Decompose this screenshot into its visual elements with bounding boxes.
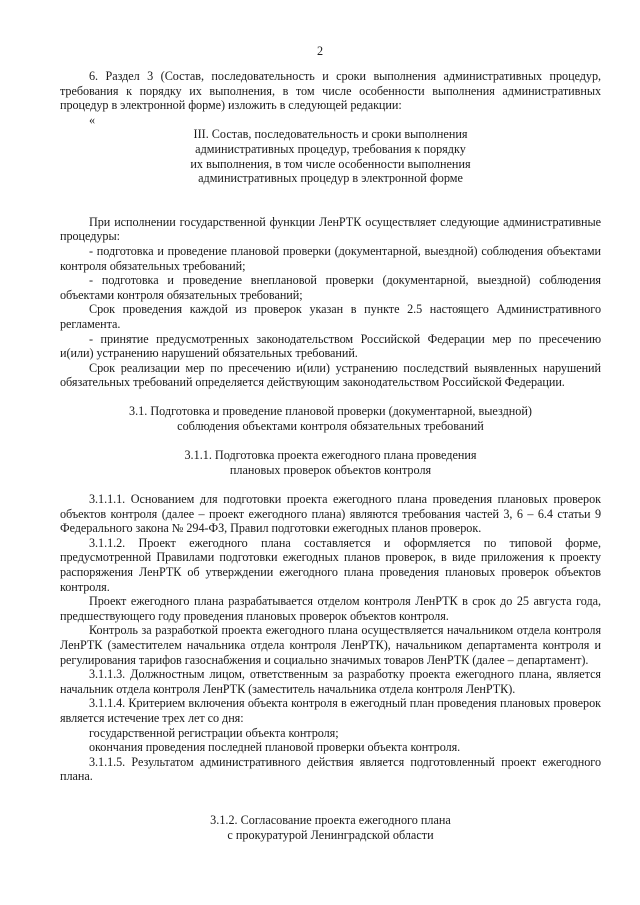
blank-line [60, 434, 601, 449]
heading-line: административных процедур в электронной форме [198, 171, 463, 186]
heading-line: 3.1. Подготовка и проведение плановой проверки (документарной, выездной) [129, 404, 532, 419]
paragraph: 3.1.1.3. Должностным лицом, ответственным за разработку проекта ежегодного плана, является начальник отдела контроля ЛенРТК (заместитель начальника отдела контроля ЛенРТК). [60, 667, 601, 696]
paragraph: 6. Раздел 3 (Состав, последовательность и сроки выполнения административных процедур, требования к порядку их выполнения, в том числе особенности выполнения административных процедур в электронной форме) изложить в следующей редакции: [60, 69, 601, 113]
paragraph: 3.1.1.2. Проект ежегодного плана составляется и оформляется по типовой форме, предусмотренной Правилами подготовки ежегодных планов проверок, в виде приложения к проекту распоряжения ЛенРТК об утверждении ежегодного плана проведения плановых проверок объектов контроля. [60, 535, 601, 594]
page-number: 2 [316, 44, 324, 58]
opening-quote: « [89, 112, 96, 127]
blank-line [60, 477, 601, 492]
heading-line: 3.1.1. Подготовка проекта ежегодного плана проведения [184, 448, 477, 463]
paragraph: Срок реализации мер по пресечению и(или) устранению последствий выявленных нарушений обязательных требований определяется действующим законодательством Российской Федерации. [60, 360, 601, 390]
document-body [60, 69, 601, 842]
heading-line: плановых проверок объектов контроля [229, 462, 432, 477]
section-heading [60, 127, 601, 185]
blank-line [60, 784, 601, 813]
paragraph: 3.1.1.4. Критерием включения объекта контроля в ежегодный план проведения плановых проверок является истечение трех лет со дня: [60, 696, 601, 725]
heading-line: 3.1.2. Согласование проекта ежегодного плана [210, 812, 451, 827]
section-heading [60, 813, 601, 842]
heading-line: соблюдения объектами контроля обязательных требований [177, 419, 484, 434]
paragraph: Срок проведения каждой из проверок указан в пункте 2.5 настоящего Административного регламента. [60, 302, 601, 331]
heading-line: их выполнения, в том числе особенности выполнения [190, 156, 471, 171]
paragraph: Контроль за разработкой проекта ежегодного плана осуществляется начальником отдела контроля ЛенРТК (заместителем начальника отдела контроля ЛенРТК), начальником департамента контроля и регулирования тарифов газоснабжения и социально значимых товаров ЛенРТК (далее – департамент). [60, 623, 601, 667]
section-heading [60, 404, 601, 433]
blank-line [60, 186, 601, 215]
heading-line: с прокуратурой Ленинградской области [227, 827, 434, 842]
paragraph: - подготовка и проведение плановой проверки (документарной, выездной) соблюдения объектами контроля обязательных требований; [60, 243, 601, 273]
paragraph: 3.1.1.5. Результатом административного действия является подготовленный проект ежегодного плана. [60, 754, 601, 784]
blank-line [60, 390, 601, 405]
heading-line: административных процедур, требования к порядку [195, 141, 466, 156]
paragraph: 3.1.1.1. Основанием для подготовки проекта ежегодного плана проведения плановых проверок объектов контроля (далее – проект ежегодного плана) являются требования частей 3, 6 – 6.4 статьи 9 Федерального закона № 294-ФЗ, Правил подготовки ежегодных планов проверок. [60, 492, 601, 536]
paragraph: государственной регистрации объекта контроля; [89, 725, 339, 740]
paragraph: - подготовка и проведение внеплановой проверки (документарной, выездной) соблюдения объектами контроля обязательных требований; [60, 273, 601, 302]
paragraph: окончания проведения последней плановой проверки объекта контроля. [89, 740, 461, 755]
paragraph: При исполнении государственной функции ЛенРТК осуществляет следующие административные процедуры: [60, 214, 601, 244]
heading-line: III. Состав, последовательность и сроки выполнения [193, 127, 468, 142]
paragraph: Проект ежегодного плана разрабатывается отделом контроля ЛенРТК в срок до 25 августа года, предшествующего году проведения плановых проверок объектов контроля. [60, 594, 601, 623]
section-heading [60, 448, 601, 477]
paragraph: - принятие предусмотренных законодательством Российской Федерации мер по пресечению и(или) устранению нарушений обязательных требований. [60, 331, 601, 361]
